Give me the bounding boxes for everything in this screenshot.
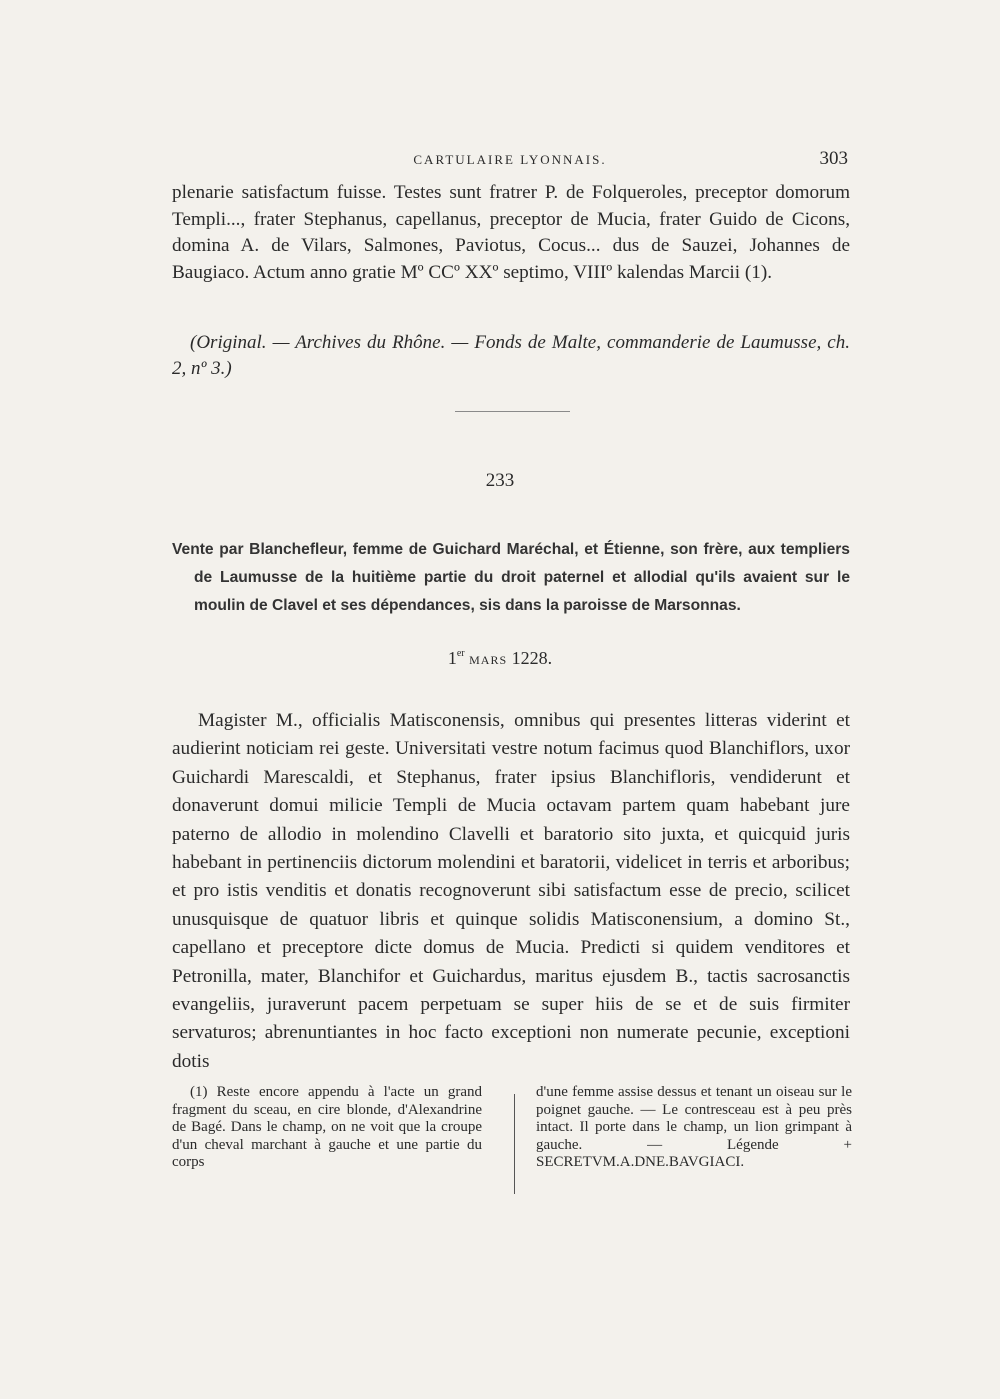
charter-date <box>0 648 1000 669</box>
footnote-left-column: (1) Reste encore appendu à l'acte un grand fragment du sceau, en cire blonde, d'Alexandrine de Bagé. Dans le champ, on ne voit que la croupe d'un cheval marchant à gauche et une partie du corps <box>172 1084 482 1170</box>
date-ordinal: er <box>456 648 465 659</box>
charter-number: 233 <box>485 470 515 491</box>
running-title: CARTULAIRE LYONNAIS. <box>413 152 607 167</box>
previous-charter-ending: plenarie satisfactum fuisse. Testes sunt fratrer P. de Folqueroles, preceptor domorum Templi..., frater Stephanus, capellanus, preceptor de Mucia, frater Guido de Cicons, domina A. de Vilars, Salmones, Paviotus, Cocus... dus de Sauzei, Johannes de Baugiaco. Actum anno gratie Mº CCº XXº septimo, VIIIº kalendas Marcii (1). <box>172 182 850 283</box>
page-number: 303 <box>819 148 848 169</box>
footnote-column-divider <box>514 1094 515 1194</box>
date-year: 1228. <box>511 648 553 668</box>
footnote-right-column: d'une femme assise dessus et tenant un oiseau sur le poignet gauche. — Le contresceau est à peu près intact. Il porte dans le champ, un lion grimpant à gauche. — Légende + SECRETVM.A.DNE.BAVGIACI. <box>536 1084 852 1170</box>
section-divider <box>455 411 570 412</box>
date-month: MARS <box>469 653 508 667</box>
running-head <box>170 148 850 172</box>
date-day: 1 <box>447 648 457 668</box>
source-citation: (Original. — Archives du Rhône. — Fonds de Malte, commanderie de Laumusse, ch. 2, nº 3.) <box>172 332 850 379</box>
charter-summary: Vente par Blanchefleur, femme de Guichard Maréchal, et Étienne, son frère, aux templiers de Laumusse de la huitième partie du droit paternel et allodial qu'ils avaient sur le moulin de Clavel et ses dépendances, sis dans la paroisse de Marsonnas. <box>172 541 850 614</box>
footnotes <box>172 1084 850 1194</box>
charter-text: Magister M., officialis Matisconensis, omnibus qui presentes litteras viderint et audierint noticiam rei geste. Universitati vestre notum facimus quod Blanchiflors, uxor Guichardi Marescaldi, et Stephanus, frater ipsius Blanchifloris, vendiderunt et donaverunt domui milicie Templi de Mucia octavam partem quam habebant jure paterno de allodio in molendino Clavelli et baratorio sito juxta, et quicquid juris habebant in pertinenciis dictorum molendini et baratorii, videlicet in terris et arboribus; et pro istis venditis et donatis recognoverunt sibi satisfactum esse de precio, scilicet unusquisque de quatuor libris et quinque solidis Matisconensium, a domino St., capellano et preceptore dicte domus de Mucia. Predicti si quidem venditores et Petronilla, mater, Blanchifor et Guichardus, maritus ejusdem B., tactis sacrosanctis evangeliis, juraverunt pacem perpetuam se super hiis de se et de suis firmiter servaturos; abrenuntiantes in hoc facto exceptioni non numerate pecunie, exceptioni dotis <box>172 710 850 1072</box>
